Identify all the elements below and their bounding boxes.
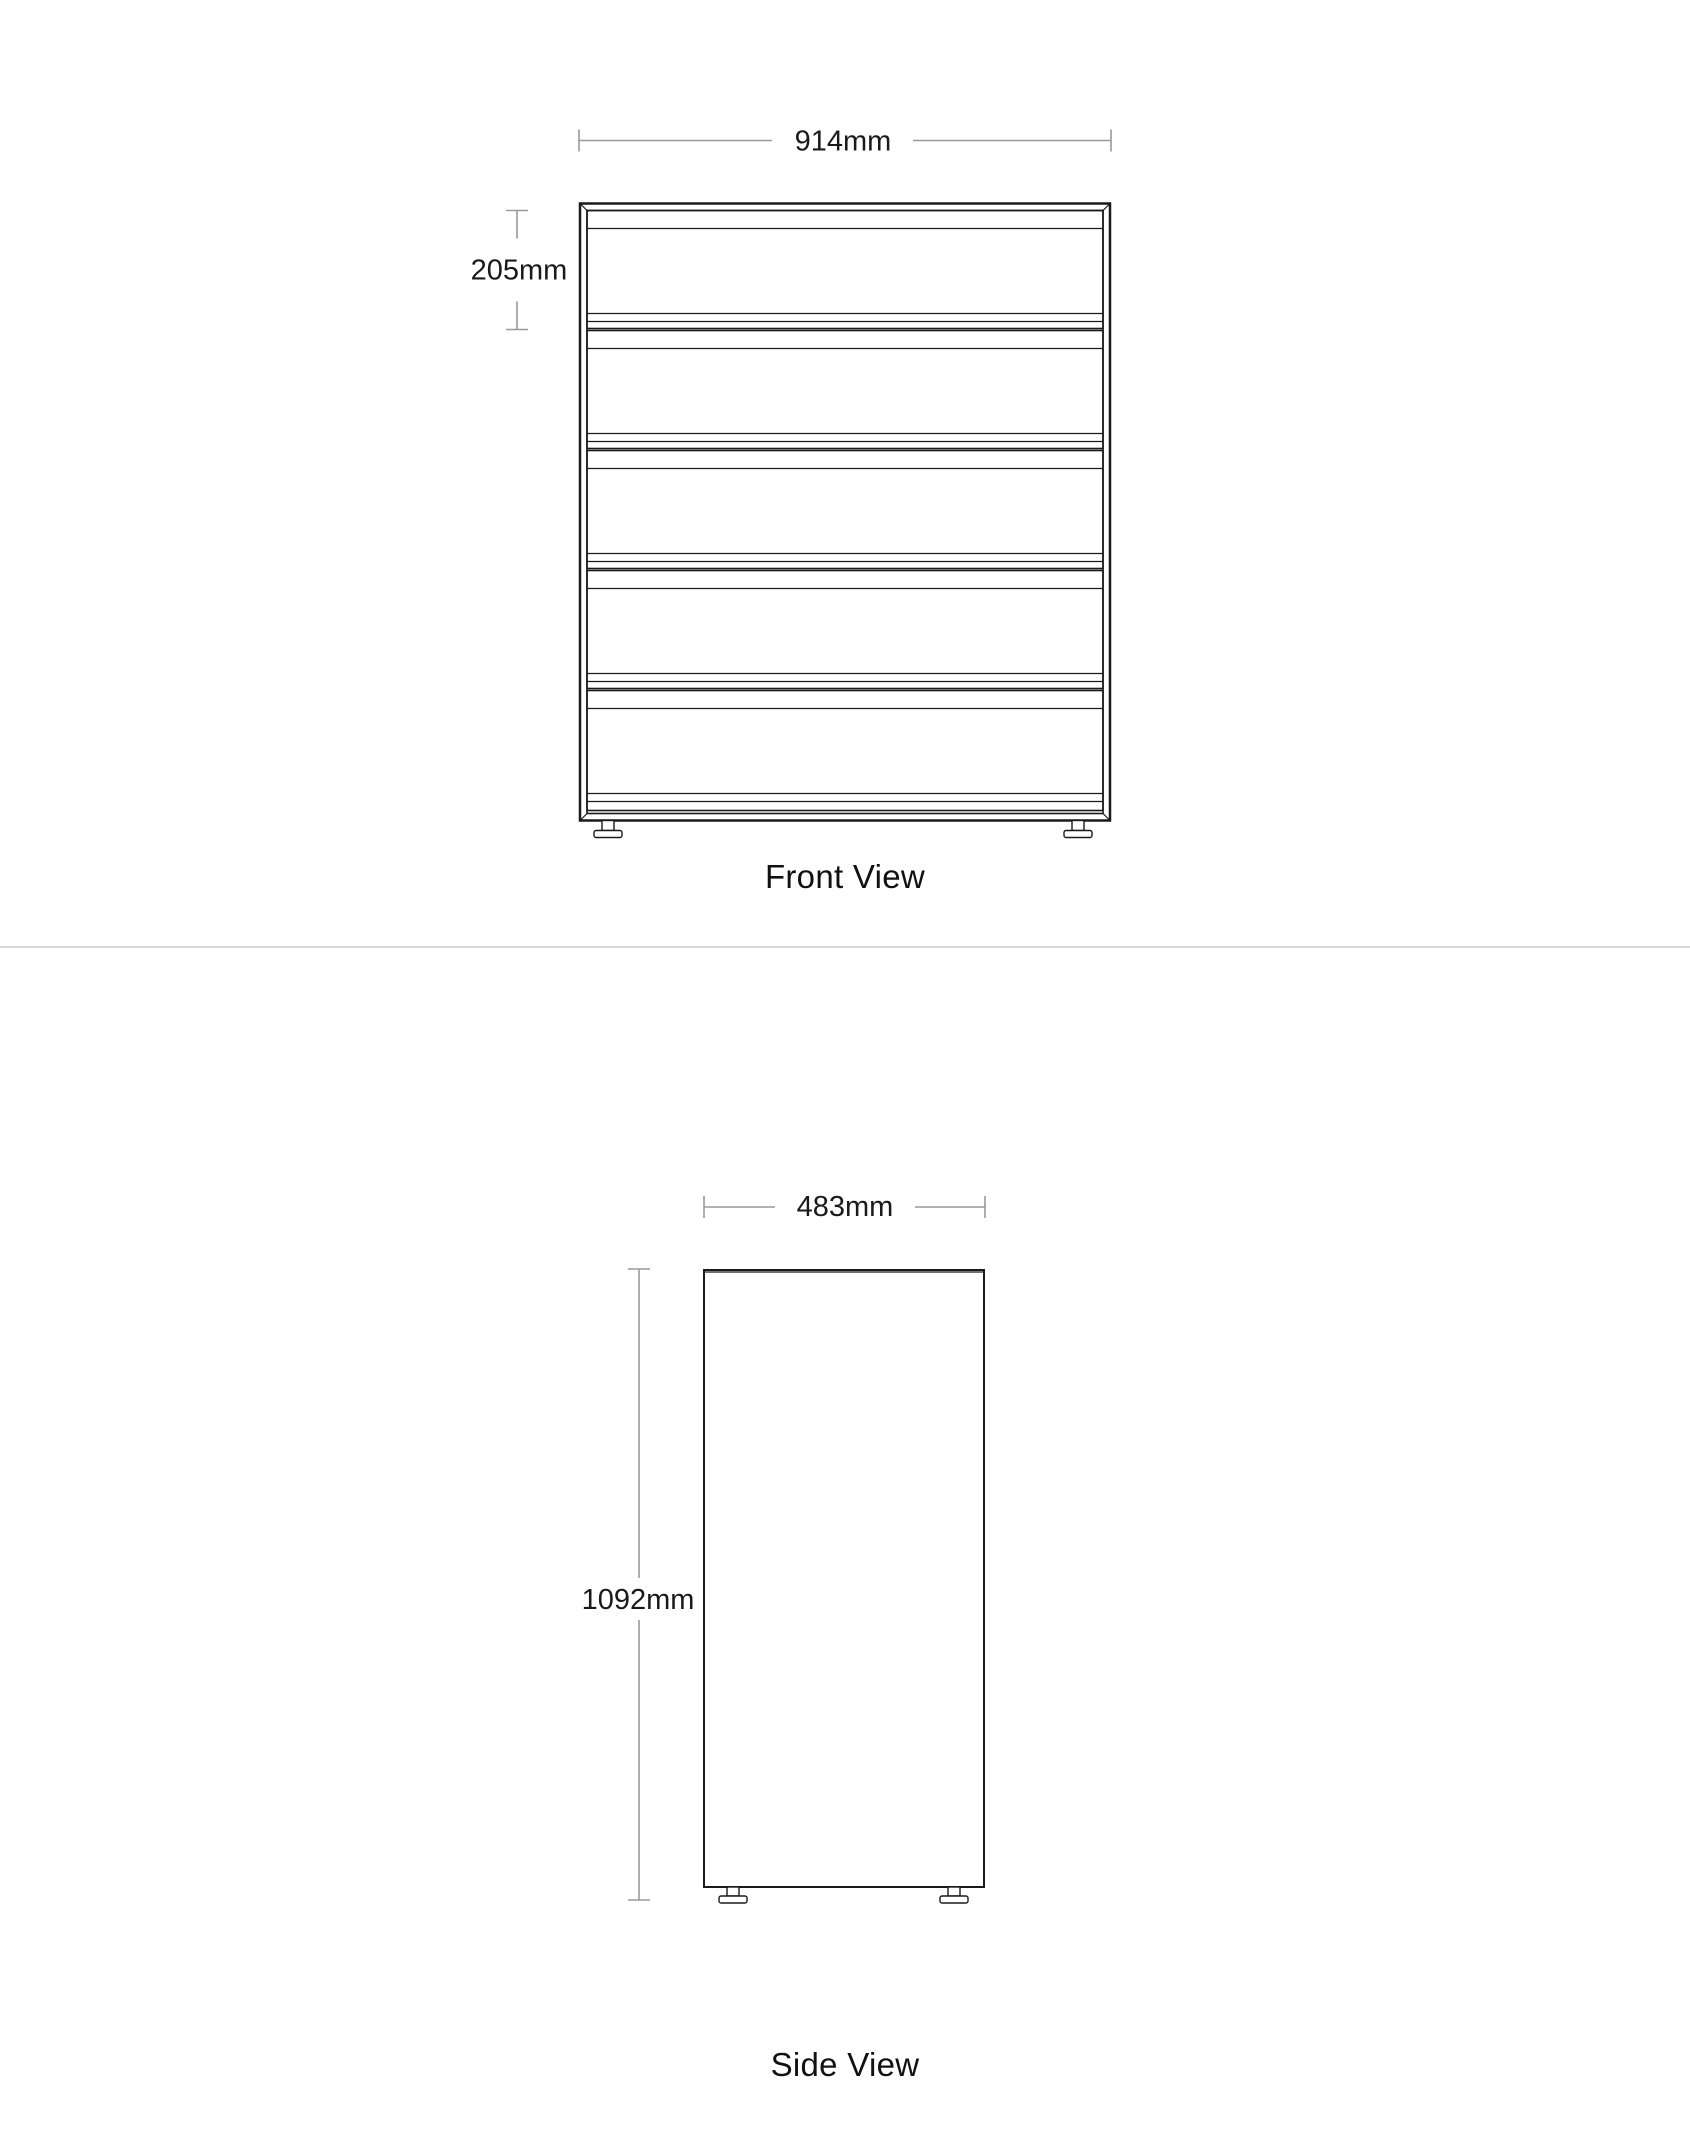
side-view-section	[0, 948, 1690, 2146]
side-view-drawing	[0, 948, 1690, 2146]
front-foot-right	[1064, 821, 1092, 838]
front-drawer-2	[587, 331, 1103, 449]
side-cabinet	[704, 1270, 984, 1887]
front-cabinet	[580, 204, 1110, 821]
front-drawer-4	[587, 571, 1103, 689]
front-drawer-3	[587, 451, 1103, 569]
front-view-title: Front View	[764, 858, 926, 895]
front-width-label: 914mm	[794, 125, 892, 158]
front-drawer-height-label: 205mm	[470, 254, 568, 287]
front-view-section	[0, 0, 1690, 947]
front-foot-left	[594, 821, 622, 838]
front-drawer-5	[587, 691, 1103, 811]
side-foot-left	[719, 1887, 747, 1903]
side-view-title: Side View	[770, 2046, 920, 2083]
side-height-label: 1092mm	[581, 1584, 695, 1616]
front-drawer-1	[587, 211, 1103, 329]
side-depth-label: 483mm	[796, 1191, 894, 1223]
side-foot-right	[940, 1887, 968, 1903]
